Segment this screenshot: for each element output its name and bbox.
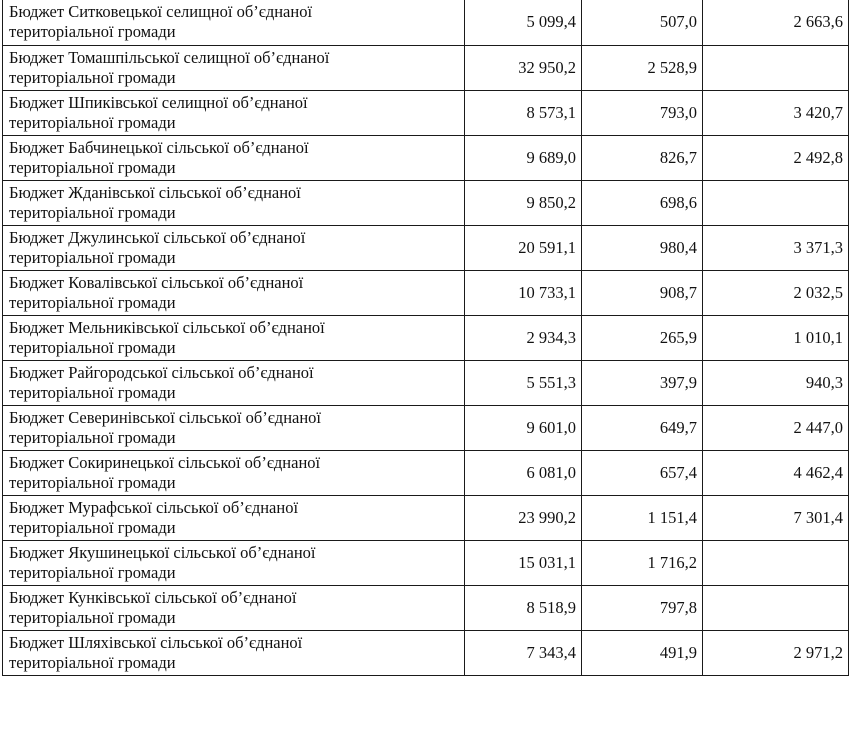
budget-name-line2: територіальної громади bbox=[9, 472, 176, 492]
budget-name-line2: територіальної громади bbox=[9, 247, 176, 267]
value-cell-1: 9 601,0 bbox=[465, 405, 582, 450]
table-row bbox=[3, 270, 849, 315]
budget-name-line1: Бюджет Мурафської сільської об’єднаної bbox=[9, 497, 299, 517]
budget-name-line1: Бюджет Шпиківської селищної об’єднаної bbox=[9, 92, 308, 112]
budget-name-line1: Бюджет Бабчинецької сільської об’єднаної bbox=[9, 137, 309, 157]
value-cell-3 bbox=[703, 180, 849, 225]
budget-name-cell bbox=[3, 180, 465, 225]
budget-name-line1: Бюджет Сокиринецької сільської об’єднаної bbox=[9, 452, 321, 472]
budget-name-line2: територіальної громади bbox=[9, 427, 176, 447]
value-cell-2: 1 716,2 bbox=[582, 540, 703, 585]
value-cell-3: 2 492,8 bbox=[703, 135, 849, 180]
budget-name-line1: Бюджет Якушинецької сільської об’єднаної bbox=[9, 542, 316, 562]
budget-name-line2: територіальної громади bbox=[9, 607, 176, 627]
budget-name-line2: територіальної громади bbox=[9, 517, 176, 537]
value-cell-3: 3 371,3 bbox=[703, 225, 849, 270]
budget-name-line2: територіальної громади bbox=[9, 22, 176, 42]
budget-name-line1: Бюджет Мельниківської сільської об’єднаної bbox=[9, 317, 325, 337]
budget-name-line2: територіальної громади bbox=[9, 157, 176, 177]
budget-name-line2: територіальної громади bbox=[9, 112, 176, 132]
value-cell-1: 10 733,1 bbox=[465, 270, 582, 315]
budget-name-line1: Бюджет Ковалівської сільської об’єднаної bbox=[9, 272, 304, 292]
budget-name-cell bbox=[3, 270, 465, 315]
value-cell-3: 7 301,4 bbox=[703, 495, 849, 540]
value-cell-1: 20 591,1 bbox=[465, 225, 582, 270]
budget-name-line2: територіальної громади bbox=[9, 67, 176, 87]
table-row bbox=[3, 90, 849, 135]
value-cell-2: 980,4 bbox=[582, 225, 703, 270]
budget-table bbox=[2, 0, 849, 676]
value-cell-3: 940,3 bbox=[703, 360, 849, 405]
value-cell-3 bbox=[703, 45, 849, 90]
budget-name-cell bbox=[3, 450, 465, 495]
budget-name-line1: Бюджет Кунківської сільської об’єднаної bbox=[9, 587, 297, 607]
value-cell-2: 908,7 bbox=[582, 270, 703, 315]
value-cell-2: 649,7 bbox=[582, 405, 703, 450]
value-cell-2: 397,9 bbox=[582, 360, 703, 405]
value-cell-2: 265,9 bbox=[582, 315, 703, 360]
table-row bbox=[3, 495, 849, 540]
table-row bbox=[3, 135, 849, 180]
budget-name-cell bbox=[3, 585, 465, 630]
value-cell-3: 2 447,0 bbox=[703, 405, 849, 450]
value-cell-3: 2 971,2 bbox=[703, 630, 849, 675]
budget-name-line1: Бюджет Северинівської сільської об’єднаної bbox=[9, 407, 322, 427]
value-cell-2: 793,0 bbox=[582, 90, 703, 135]
budget-name-cell bbox=[3, 225, 465, 270]
budget-name-line2: територіальної громади bbox=[9, 382, 176, 402]
budget-name-cell bbox=[3, 315, 465, 360]
budget-name-line1: Бюджет Джулинської сільської об’єднаної bbox=[9, 227, 306, 247]
budget-name-line1: Бюджет Томашпільської селищної об’єднаної bbox=[9, 47, 330, 67]
table-row bbox=[3, 630, 849, 675]
value-cell-1: 8 518,9 bbox=[465, 585, 582, 630]
budget-name-line2: територіальної громади bbox=[9, 652, 176, 672]
budget-name-cell bbox=[3, 360, 465, 405]
value-cell-1: 6 081,0 bbox=[465, 450, 582, 495]
table-row bbox=[3, 180, 849, 225]
table-row bbox=[3, 225, 849, 270]
budget-name-line2: територіальної громади bbox=[9, 292, 176, 312]
value-cell-1: 32 950,2 bbox=[465, 45, 582, 90]
table-row bbox=[3, 315, 849, 360]
table-row bbox=[3, 0, 849, 45]
budget-name-line1: Бюджет Шляхівської сільської об’єднаної bbox=[9, 632, 303, 652]
budget-name-cell bbox=[3, 495, 465, 540]
budget-name-line1: Бюджет Райгородської сільської об’єднаної bbox=[9, 362, 314, 382]
table-row bbox=[3, 585, 849, 630]
value-cell-3: 2 032,5 bbox=[703, 270, 849, 315]
table-row bbox=[3, 405, 849, 450]
budget-name-line1: Бюджет Ситковецької селищної об’єднаної bbox=[9, 2, 313, 22]
value-cell-1: 15 031,1 bbox=[465, 540, 582, 585]
budget-name-line2: територіальної громади bbox=[9, 562, 176, 582]
value-cell-3 bbox=[703, 585, 849, 630]
value-cell-2: 507,0 bbox=[582, 0, 703, 45]
table-row bbox=[3, 540, 849, 585]
value-cell-2: 1 151,4 bbox=[582, 495, 703, 540]
value-cell-2: 2 528,9 bbox=[582, 45, 703, 90]
value-cell-2: 491,9 bbox=[582, 630, 703, 675]
budget-name-cell bbox=[3, 540, 465, 585]
value-cell-2: 797,8 bbox=[582, 585, 703, 630]
value-cell-1: 8 573,1 bbox=[465, 90, 582, 135]
budget-name-cell bbox=[3, 405, 465, 450]
value-cell-2: 698,6 bbox=[582, 180, 703, 225]
value-cell-3: 2 663,6 bbox=[703, 0, 849, 45]
budget-name-line2: територіальної громади bbox=[9, 337, 176, 357]
value-cell-3: 4 462,4 bbox=[703, 450, 849, 495]
value-cell-3: 3 420,7 bbox=[703, 90, 849, 135]
table-row bbox=[3, 360, 849, 405]
value-cell-1: 23 990,2 bbox=[465, 495, 582, 540]
table-row bbox=[3, 45, 849, 90]
budget-name-cell bbox=[3, 0, 465, 45]
budget-name-cell bbox=[3, 45, 465, 90]
budget-name-cell bbox=[3, 630, 465, 675]
value-cell-1: 9 689,0 bbox=[465, 135, 582, 180]
table-row bbox=[3, 450, 849, 495]
budget-table-body bbox=[3, 0, 849, 675]
value-cell-1: 7 343,4 bbox=[465, 630, 582, 675]
value-cell-1: 2 934,3 bbox=[465, 315, 582, 360]
value-cell-2: 657,4 bbox=[582, 450, 703, 495]
budget-name-cell bbox=[3, 135, 465, 180]
value-cell-3: 1 010,1 bbox=[703, 315, 849, 360]
value-cell-2: 826,7 bbox=[582, 135, 703, 180]
value-cell-3 bbox=[703, 540, 849, 585]
value-cell-1: 5 551,3 bbox=[465, 360, 582, 405]
budget-name-line2: територіальної громади bbox=[9, 202, 176, 222]
value-cell-1: 9 850,2 bbox=[465, 180, 582, 225]
budget-name-line1: Бюджет Жданівської сільської об’єднаної bbox=[9, 182, 301, 202]
budget-name-cell bbox=[3, 90, 465, 135]
value-cell-1: 5 099,4 bbox=[465, 0, 582, 45]
